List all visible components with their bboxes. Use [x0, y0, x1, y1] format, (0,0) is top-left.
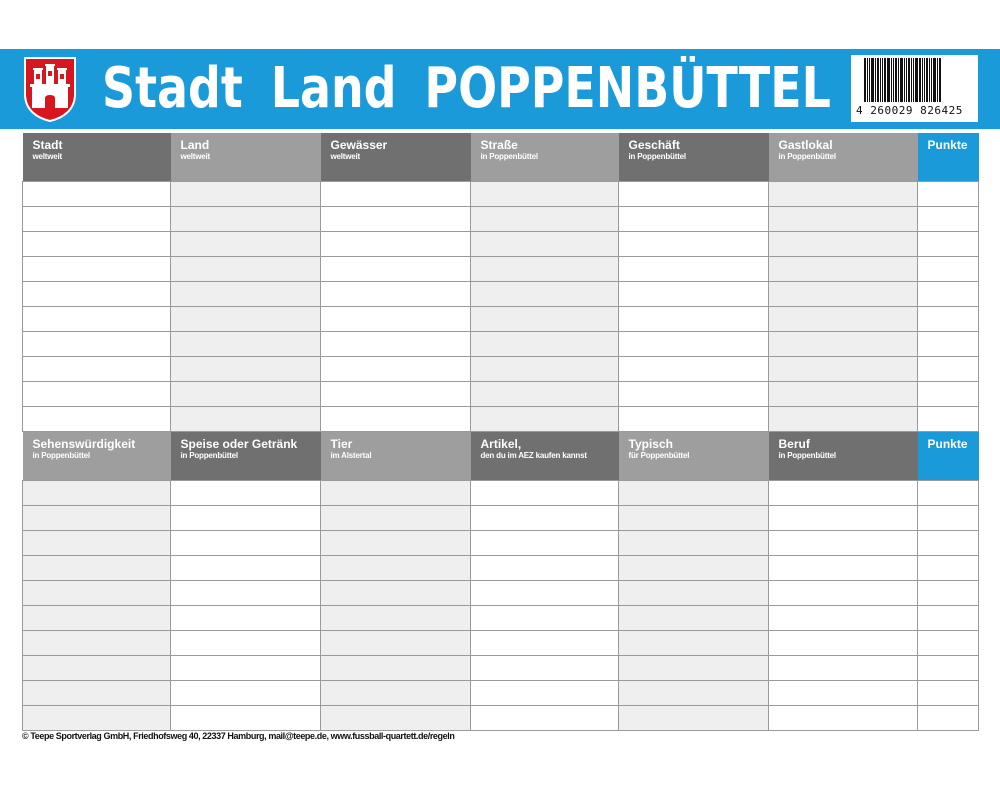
- points-cell[interactable]: [918, 680, 979, 705]
- points-cell[interactable]: [918, 630, 979, 655]
- answer-cell[interactable]: [321, 381, 471, 406]
- answer-cell[interactable]: [171, 306, 321, 331]
- answer-cell[interactable]: [23, 381, 171, 406]
- answer-cell[interactable]: [23, 680, 171, 705]
- points-cell[interactable]: [918, 480, 979, 505]
- answer-cell[interactable]: [171, 655, 321, 680]
- table-row: [23, 605, 979, 630]
- answer-cell[interactable]: [321, 605, 471, 630]
- answer-cell[interactable]: [171, 630, 321, 655]
- column-header-4: [471, 133, 619, 181]
- answer-cell[interactable]: [23, 555, 171, 580]
- barcode-number: 4 260029 826425: [856, 104, 963, 117]
- column-header-5: [619, 133, 769, 181]
- answer-cell[interactable]: [171, 331, 321, 356]
- title-word-land: Land: [270, 55, 397, 121]
- answer-cell[interactable]: [321, 555, 471, 580]
- answer-cell[interactable]: [23, 605, 171, 630]
- column-header-5: [619, 432, 769, 480]
- answer-cell[interactable]: [769, 181, 918, 206]
- answer-cell[interactable]: [171, 705, 321, 730]
- column-title: Punkte: [927, 138, 968, 152]
- footer-copyright: © Teepe Sportverlag GmbH, Friedhofsweg 40, 22337 Hamburg, mail@teepe.de, www.fussball-quartett.de/regeln: [22, 731, 455, 741]
- column-subtitle: weltweit: [32, 152, 63, 161]
- answer-cell[interactable]: [171, 680, 321, 705]
- answer-cell[interactable]: [321, 306, 471, 331]
- answer-cell[interactable]: [769, 206, 918, 231]
- column-title: Geschäft: [628, 138, 680, 152]
- answer-cell[interactable]: [171, 406, 321, 431]
- answer-cell[interactable]: [769, 630, 918, 655]
- column-header-1: [23, 133, 171, 181]
- answer-cell[interactable]: [171, 356, 321, 381]
- table-row: [23, 331, 979, 356]
- answer-cell[interactable]: [171, 256, 321, 281]
- table-header-row: [23, 432, 979, 480]
- column-title: Tier: [330, 437, 353, 451]
- answer-cell[interactable]: [171, 480, 321, 505]
- points-cell[interactable]: [918, 231, 979, 256]
- answer-cell[interactable]: [321, 580, 471, 605]
- hamburg-crest-icon: [23, 56, 77, 122]
- answer-cell[interactable]: [23, 281, 171, 306]
- answer-cell[interactable]: [23, 705, 171, 730]
- page-title: [102, 50, 859, 126]
- answer-cell[interactable]: [23, 480, 171, 505]
- column-title: Artikel,: [480, 437, 522, 451]
- table-row: [23, 306, 979, 331]
- column-subtitle: in Poppenbüttel: [180, 451, 238, 460]
- answer-cell[interactable]: [171, 181, 321, 206]
- answer-cell[interactable]: [171, 580, 321, 605]
- answer-cell[interactable]: [321, 356, 471, 381]
- answer-cell[interactable]: [171, 206, 321, 231]
- column-header-1: [23, 432, 171, 480]
- answer-cell[interactable]: [619, 181, 769, 206]
- answer-cell[interactable]: [769, 256, 918, 281]
- column-subtitle: in Poppenbüttel: [628, 152, 686, 161]
- answer-cell[interactable]: [321, 206, 471, 231]
- answer-cell[interactable]: [321, 630, 471, 655]
- answer-cell[interactable]: [769, 530, 918, 555]
- answer-cell[interactable]: [619, 705, 769, 730]
- table-row: [23, 480, 979, 505]
- points-cell[interactable]: [918, 381, 979, 406]
- answer-cell[interactable]: [321, 406, 471, 431]
- score-table-top: [22, 133, 978, 432]
- column-title: Gewässer: [330, 138, 388, 152]
- answer-cell[interactable]: [321, 480, 471, 505]
- answer-cell[interactable]: [619, 331, 769, 356]
- column-subtitle: im Alstertal: [330, 451, 372, 460]
- answer-cell[interactable]: [471, 555, 619, 580]
- answer-cell[interactable]: [171, 505, 321, 530]
- column-header-4: [471, 432, 619, 480]
- answer-cell[interactable]: [23, 530, 171, 555]
- answer-cell[interactable]: [321, 655, 471, 680]
- answer-cell[interactable]: [23, 181, 171, 206]
- answer-cell[interactable]: [471, 480, 619, 505]
- column-subtitle: in Poppenbüttel: [778, 152, 836, 161]
- table-row: [23, 580, 979, 605]
- answer-cell[interactable]: [619, 406, 769, 431]
- column-subtitle: in Poppenbüttel: [480, 152, 538, 161]
- column-title: Gastlokal: [778, 138, 833, 152]
- answer-cell[interactable]: [321, 256, 471, 281]
- answer-cell[interactable]: [321, 705, 471, 730]
- answer-cell[interactable]: [23, 231, 171, 256]
- answer-cell[interactable]: [471, 381, 619, 406]
- answer-cell[interactable]: [619, 206, 769, 231]
- answer-cell[interactable]: [321, 231, 471, 256]
- table-row: [23, 655, 979, 680]
- answer-cell[interactable]: [619, 381, 769, 406]
- answer-cell[interactable]: [23, 206, 171, 231]
- answer-cell[interactable]: [23, 306, 171, 331]
- column-subtitle: weltweit: [180, 152, 211, 161]
- column-header-7: [918, 432, 979, 480]
- answer-cell[interactable]: [619, 231, 769, 256]
- points-cell[interactable]: [918, 705, 979, 730]
- answer-cell[interactable]: [171, 555, 321, 580]
- answer-cell[interactable]: [769, 331, 918, 356]
- points-cell[interactable]: [918, 555, 979, 580]
- answer-cell[interactable]: [171, 231, 321, 256]
- points-cell[interactable]: [918, 580, 979, 605]
- answer-cell[interactable]: [471, 281, 619, 306]
- answer-cell[interactable]: [769, 505, 918, 530]
- answer-cell[interactable]: [769, 406, 918, 431]
- table-row: [23, 555, 979, 580]
- barcode: [851, 55, 978, 122]
- answer-cell[interactable]: [471, 655, 619, 680]
- title-word-stadt: Stadt: [102, 55, 243, 121]
- answer-cell[interactable]: [321, 680, 471, 705]
- answer-cell[interactable]: [769, 705, 918, 730]
- answer-cell[interactable]: [471, 605, 619, 630]
- column-header-2: [171, 432, 321, 480]
- points-cell[interactable]: [918, 356, 979, 381]
- answer-cell[interactable]: [23, 505, 171, 530]
- points-cell[interactable]: [918, 281, 979, 306]
- title-word-poppenbuettel: POPPENBÜTTEL: [424, 55, 831, 121]
- table-row: [23, 356, 979, 381]
- table-row: [23, 530, 979, 555]
- answer-cell[interactable]: [769, 655, 918, 680]
- answer-cell[interactable]: [769, 356, 918, 381]
- barcode-bars-icon: [864, 58, 973, 102]
- answer-cell[interactable]: [321, 530, 471, 555]
- table-row: [23, 231, 979, 256]
- points-cell[interactable]: [918, 605, 979, 630]
- answer-cell[interactable]: [619, 356, 769, 381]
- answer-cell[interactable]: [769, 680, 918, 705]
- table-row: [23, 206, 979, 231]
- answer-cell[interactable]: [471, 306, 619, 331]
- points-cell[interactable]: [918, 181, 979, 206]
- answer-cell[interactable]: [471, 331, 619, 356]
- table-header-row: [23, 133, 979, 181]
- table-row: [23, 680, 979, 705]
- points-cell[interactable]: [918, 406, 979, 431]
- points-cell[interactable]: [918, 530, 979, 555]
- answer-cell[interactable]: [619, 580, 769, 605]
- table-row: [23, 630, 979, 655]
- answer-cell[interactable]: [471, 206, 619, 231]
- answer-cell[interactable]: [23, 356, 171, 381]
- answer-cell[interactable]: [619, 281, 769, 306]
- answer-cell[interactable]: [471, 680, 619, 705]
- answer-cell[interactable]: [619, 256, 769, 281]
- column-title: Speise oder Getränk: [180, 437, 298, 451]
- answer-cell[interactable]: [619, 680, 769, 705]
- answer-cell[interactable]: [769, 231, 918, 256]
- answer-cell[interactable]: [619, 480, 769, 505]
- answer-cell[interactable]: [171, 381, 321, 406]
- answer-cell[interactable]: [619, 555, 769, 580]
- column-subtitle: weltweit: [330, 152, 361, 161]
- table-row: [23, 705, 979, 730]
- column-header-3: [321, 432, 471, 480]
- column-title: Straße: [480, 138, 518, 152]
- column-header-2: [171, 133, 321, 181]
- table-row: [23, 381, 979, 406]
- answer-cell[interactable]: [619, 530, 769, 555]
- answer-cell[interactable]: [619, 505, 769, 530]
- answer-cell[interactable]: [619, 630, 769, 655]
- answer-cell[interactable]: [23, 406, 171, 431]
- answer-cell[interactable]: [769, 381, 918, 406]
- score-table-bottom: [22, 432, 978, 731]
- column-title: Sehenswürdigkeit: [32, 437, 136, 451]
- answer-cell[interactable]: [471, 580, 619, 605]
- answer-cell[interactable]: [23, 580, 171, 605]
- answer-cell[interactable]: [619, 605, 769, 630]
- points-cell[interactable]: [918, 256, 979, 281]
- column-title: Typisch: [628, 437, 673, 451]
- column-title: Punkte: [927, 437, 968, 451]
- column-header-7: [918, 133, 979, 181]
- answer-cell[interactable]: [471, 630, 619, 655]
- points-cell[interactable]: [918, 306, 979, 331]
- table-row: [23, 505, 979, 530]
- answer-cell[interactable]: [769, 580, 918, 605]
- column-subtitle: für Poppenbüttel: [628, 451, 690, 460]
- answer-cell[interactable]: [321, 331, 471, 356]
- answer-cell[interactable]: [471, 406, 619, 431]
- points-cell[interactable]: [918, 206, 979, 231]
- column-subtitle: den du im AEZ kaufen kannst: [480, 451, 587, 460]
- answer-cell[interactable]: [769, 605, 918, 630]
- answer-cell[interactable]: [471, 530, 619, 555]
- table-row: [23, 406, 979, 431]
- column-title: Stadt: [32, 138, 63, 152]
- table-row: [23, 181, 979, 206]
- answer-cell[interactable]: [171, 605, 321, 630]
- column-title: Beruf: [778, 437, 810, 451]
- points-cell[interactable]: [918, 331, 979, 356]
- answer-cell[interactable]: [619, 655, 769, 680]
- answer-cell[interactable]: [471, 356, 619, 381]
- points-cell[interactable]: [918, 655, 979, 680]
- answer-cell[interactable]: [769, 281, 918, 306]
- answer-cell[interactable]: [23, 630, 171, 655]
- answer-cell[interactable]: [23, 331, 171, 356]
- answer-cell[interactable]: [471, 231, 619, 256]
- answer-cell[interactable]: [23, 655, 171, 680]
- answer-cell[interactable]: [471, 505, 619, 530]
- answer-cell[interactable]: [171, 530, 321, 555]
- answer-cell[interactable]: [769, 480, 918, 505]
- column-header-6: [769, 133, 918, 181]
- answer-cell[interactable]: [321, 505, 471, 530]
- answer-cell[interactable]: [619, 306, 769, 331]
- answer-cell[interactable]: [471, 256, 619, 281]
- column-header-3: [321, 133, 471, 181]
- answer-cell[interactable]: [769, 555, 918, 580]
- column-subtitle: in Poppenbüttel: [32, 451, 90, 460]
- answer-cell[interactable]: [769, 306, 918, 331]
- table-row: [23, 281, 979, 306]
- answer-cell[interactable]: [171, 281, 321, 306]
- column-subtitle: in Poppenbüttel: [778, 451, 836, 460]
- points-cell[interactable]: [918, 505, 979, 530]
- answer-cell[interactable]: [321, 281, 471, 306]
- answer-cell[interactable]: [471, 181, 619, 206]
- column-header-6: [769, 432, 918, 480]
- table-row: [23, 256, 979, 281]
- column-title: Land: [180, 138, 210, 152]
- answer-cell[interactable]: [321, 181, 471, 206]
- answer-cell[interactable]: [471, 705, 619, 730]
- answer-cell[interactable]: [23, 256, 171, 281]
